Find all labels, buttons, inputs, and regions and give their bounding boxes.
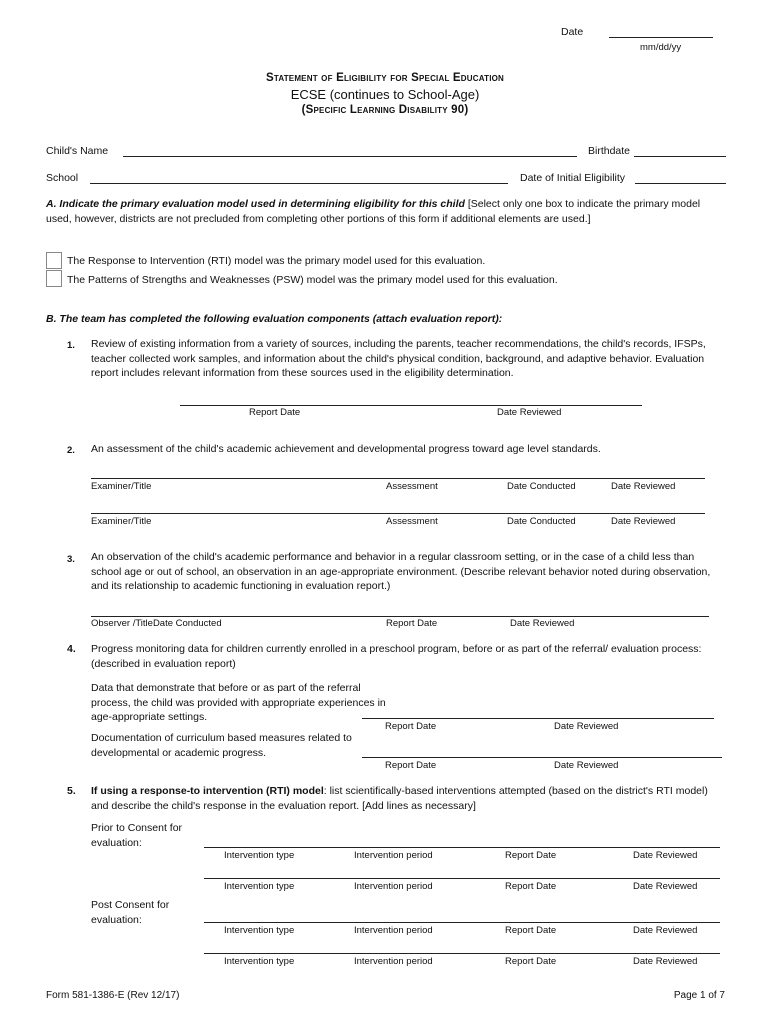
section-b-heading: B. The team has completed the following evaluation components (attach evaluation report):	[46, 313, 503, 325]
item2-row1-assessment: Assessment	[386, 481, 438, 492]
post-row2-line[interactable]	[204, 953, 720, 954]
prior-row1-line[interactable]	[204, 847, 720, 848]
item2-row1-date-conducted: Date Conducted	[507, 481, 576, 492]
form-category: (Specific Learning Disability 90)	[301, 104, 469, 116]
item3-number: 3.	[67, 554, 75, 565]
school-field[interactable]	[90, 183, 508, 184]
item5-text: : list scientifically-based interventions attempted (based on the district's RTI model) and describe the child's response in the evaluation report. [Add lines as necessary]	[91, 785, 708, 812]
post-consent-label: Post Consent for evaluation:	[91, 899, 170, 926]
item2-row2-examiner: Examiner/Title	[91, 516, 152, 527]
item3-date-reviewed-label: Date Reviewed	[510, 618, 575, 629]
post-row1-line[interactable]	[204, 922, 720, 923]
prior-consent-label: Prior to Consent for evaluation:	[91, 822, 183, 849]
item2-row1-date-reviewed: Date Reviewed	[611, 481, 676, 492]
post-row2-date-reviewed: Date Reviewed	[633, 956, 698, 967]
item4-number: 4.	[67, 643, 76, 655]
prior-row2-line[interactable]	[204, 878, 720, 879]
item1-date-reviewed-label: Date Reviewed	[497, 407, 562, 418]
psw-checkbox[interactable]	[46, 270, 62, 287]
item3-text: An observation of the child's academic performance and behavior in a regular classroom setting, or in the case of a child less than school age or out of school, an observation in an age-appropriate environment. (Describe relevant behavior noted during observation, and its relationship to academic functioning in evaluation report.)	[91, 551, 711, 592]
date-label: Date	[561, 26, 584, 38]
post-row1-report-date: Report Date	[505, 925, 557, 936]
item2-row1-line[interactable]	[91, 478, 705, 479]
prior-row2-report-date: Report Date	[505, 881, 557, 892]
item5-number: 5.	[67, 785, 76, 797]
rti-option-label: The Response to Intervention (RTI) model was the primary model used for this evaluation.	[67, 255, 486, 267]
birthdate-label: Birthdate	[588, 145, 631, 157]
item4-sub1-line[interactable]	[362, 718, 714, 719]
date-input-line[interactable]	[609, 37, 713, 38]
item3-report-date-label: Report Date	[386, 618, 438, 629]
psw-option-label: The Patterns of Strengths and Weaknesses (PSW) model was the primary model used for this evaluation.	[67, 274, 558, 286]
item4-sub2-date-reviewed: Date Reviewed	[554, 760, 619, 771]
section-a-instructions: [Select only one box to indicate the primary model used, however, districts are not precluded from completing other portions of this form if additional elements are used.]	[46, 198, 701, 225]
childs-name-field[interactable]	[123, 156, 577, 157]
item2-row1-examiner: Examiner/Title	[91, 481, 152, 492]
item1-report-date-label: Report Date	[249, 407, 301, 418]
prior-row2-period: Intervention period	[354, 881, 433, 892]
rti-checkbox[interactable]	[46, 252, 62, 269]
section-a-text	[46, 197, 726, 226]
childs-name-label: Child's Name	[46, 145, 109, 157]
item4-sub2-line[interactable]	[362, 757, 722, 758]
item1-signature-line[interactable]	[180, 405, 642, 406]
prior-row1-report-date: Report Date	[505, 850, 557, 861]
post-row2-period: Intervention period	[354, 956, 433, 967]
date-format-hint: mm/dd/yy	[640, 42, 682, 53]
initial-eligibility-label: Date of Initial Eligibility	[520, 172, 626, 184]
form-title: Statement of Eligibility for Special Education	[265, 72, 505, 84]
item4-sub1-report-date: Report Date	[385, 721, 437, 732]
item1-text: Review of existing information from a variety of sources, including the parents, teacher recommendations, the child's records, IFSPs, teacher collected work samples, and information about the child's physical condition, background, and adaptive behavior. Evaluation report includes relevant information from these sources used in the eligibility determination.	[91, 338, 706, 379]
prior-row2-date-reviewed: Date Reviewed	[633, 881, 698, 892]
post-row1-date-reviewed: Date Reviewed	[633, 925, 698, 936]
post-row1-period: Intervention period	[354, 925, 433, 936]
prior-row2-type: Intervention type	[224, 881, 295, 892]
item2-number: 2.	[67, 445, 75, 456]
prior-row1-type: Intervention type	[224, 850, 295, 861]
item2-row2-date-reviewed: Date Reviewed	[611, 516, 676, 527]
item4-text: Progress monitoring data for children currently enrolled in a preschool program, before or as part of the referral/ evaluation process: (described in evaluation report)	[91, 643, 702, 670]
prior-row1-period: Intervention period	[354, 850, 433, 861]
item5-bold-text: If using a response-to intervention (RTI) model	[91, 785, 324, 797]
initial-eligibility-field[interactable]	[635, 183, 726, 184]
item3-observer-label: Observer /TitleDate Conducted	[91, 618, 222, 629]
prior-row1-date-reviewed: Date Reviewed	[633, 850, 698, 861]
post-row2-report-date: Report Date	[505, 956, 557, 967]
item4-sub2-report-date: Report Date	[385, 760, 437, 771]
form-id: Form 581-1386-E (Rev 12/17)	[46, 990, 180, 1001]
birthdate-field[interactable]	[634, 156, 726, 157]
school-label: School	[46, 172, 79, 184]
item4-sub1-text: Data that demonstrate that before or as part of the referral process, the child was provided with appropriate experiences in age-appropriate settings.	[91, 682, 386, 723]
item4-sub1-date-reviewed: Date Reviewed	[554, 721, 619, 732]
form-subtitle: ECSE (continues to School-Age)	[290, 87, 480, 102]
item2-row2-assessment: Assessment	[386, 516, 438, 527]
item5-text-block	[91, 784, 727, 813]
post-row1-type: Intervention type	[224, 925, 295, 936]
page-number: Page 1 of 7	[673, 990, 725, 1001]
item2-text: An assessment of the child's academic achievement and developmental progress toward age level standards.	[91, 443, 601, 455]
item2-row2-date-conducted: Date Conducted	[507, 516, 576, 527]
item3-line[interactable]	[91, 616, 709, 617]
item2-row2-line[interactable]	[91, 513, 705, 514]
item1-number: 1.	[67, 340, 75, 351]
post-row2-type: Intervention type	[224, 956, 295, 967]
item4-sub2-text: Documentation of curriculum based measures related to developmental or academic progress.	[91, 732, 352, 759]
section-a-heading: A. Indicate the primary evaluation model used in determining eligibility for this child	[46, 198, 465, 210]
